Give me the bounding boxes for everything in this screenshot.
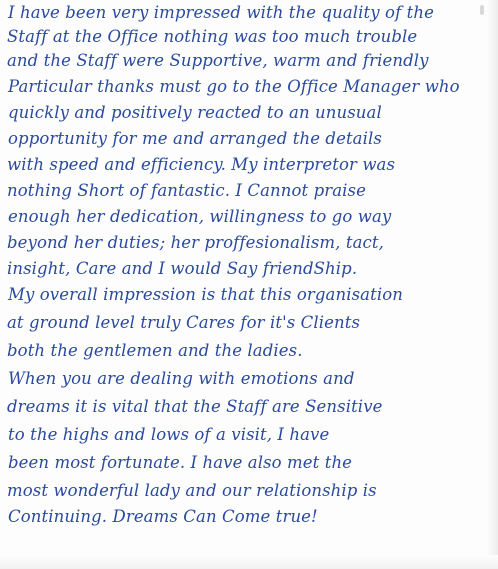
letter-line: both the gentlemen and the ladies. <box>7 341 303 360</box>
letter-line: to the highs and lows of a visit, I have <box>8 425 330 444</box>
letter-line: Staff at the Office nothing was too much trouble <box>7 27 418 46</box>
letter-line: quickly and positively reacted to an unusual <box>8 103 382 122</box>
letter-line: enough her dedication, willingness to go way <box>8 207 392 226</box>
letter-line: opportunity for me and arranged the details <box>8 129 382 148</box>
letter-line: I have been very impressed with the quality of the <box>8 3 434 22</box>
letter-line: When you are dealing with emotions and <box>8 369 355 388</box>
scan-edge-shadow-bottom <box>0 555 498 569</box>
letter-line: nothing Short of fantastic. I Cannot praise <box>7 181 366 200</box>
letter-line: beyond her duties; her proffesionalism, tact, <box>7 233 384 252</box>
scan-edge-shadow-right <box>488 0 498 569</box>
letter-line: Particular thanks must go to the Office Manager who <box>8 77 460 96</box>
scan-artifact <box>480 5 484 15</box>
letter-line: and the Staff were Supportive, warm and friendly <box>7 51 429 70</box>
letter-line: at ground level truly Cares for it's Clients <box>7 313 361 332</box>
letter-line: most wonderful lady and our relationship is <box>7 481 377 500</box>
letter-line: with speed and efficiency. My interpretor was <box>7 155 396 174</box>
letter-line: insight, Care and I would Say friendShip. <box>7 259 358 278</box>
letter-line: My overall impression is that this organisation <box>8 285 403 304</box>
letter-line: dreams it is vital that the Staff are Sensitive <box>7 397 383 416</box>
letter-line: been most fortunate. I have also met the <box>8 453 353 472</box>
letter-line: Continuing. Dreams Can Come true! <box>8 507 318 526</box>
